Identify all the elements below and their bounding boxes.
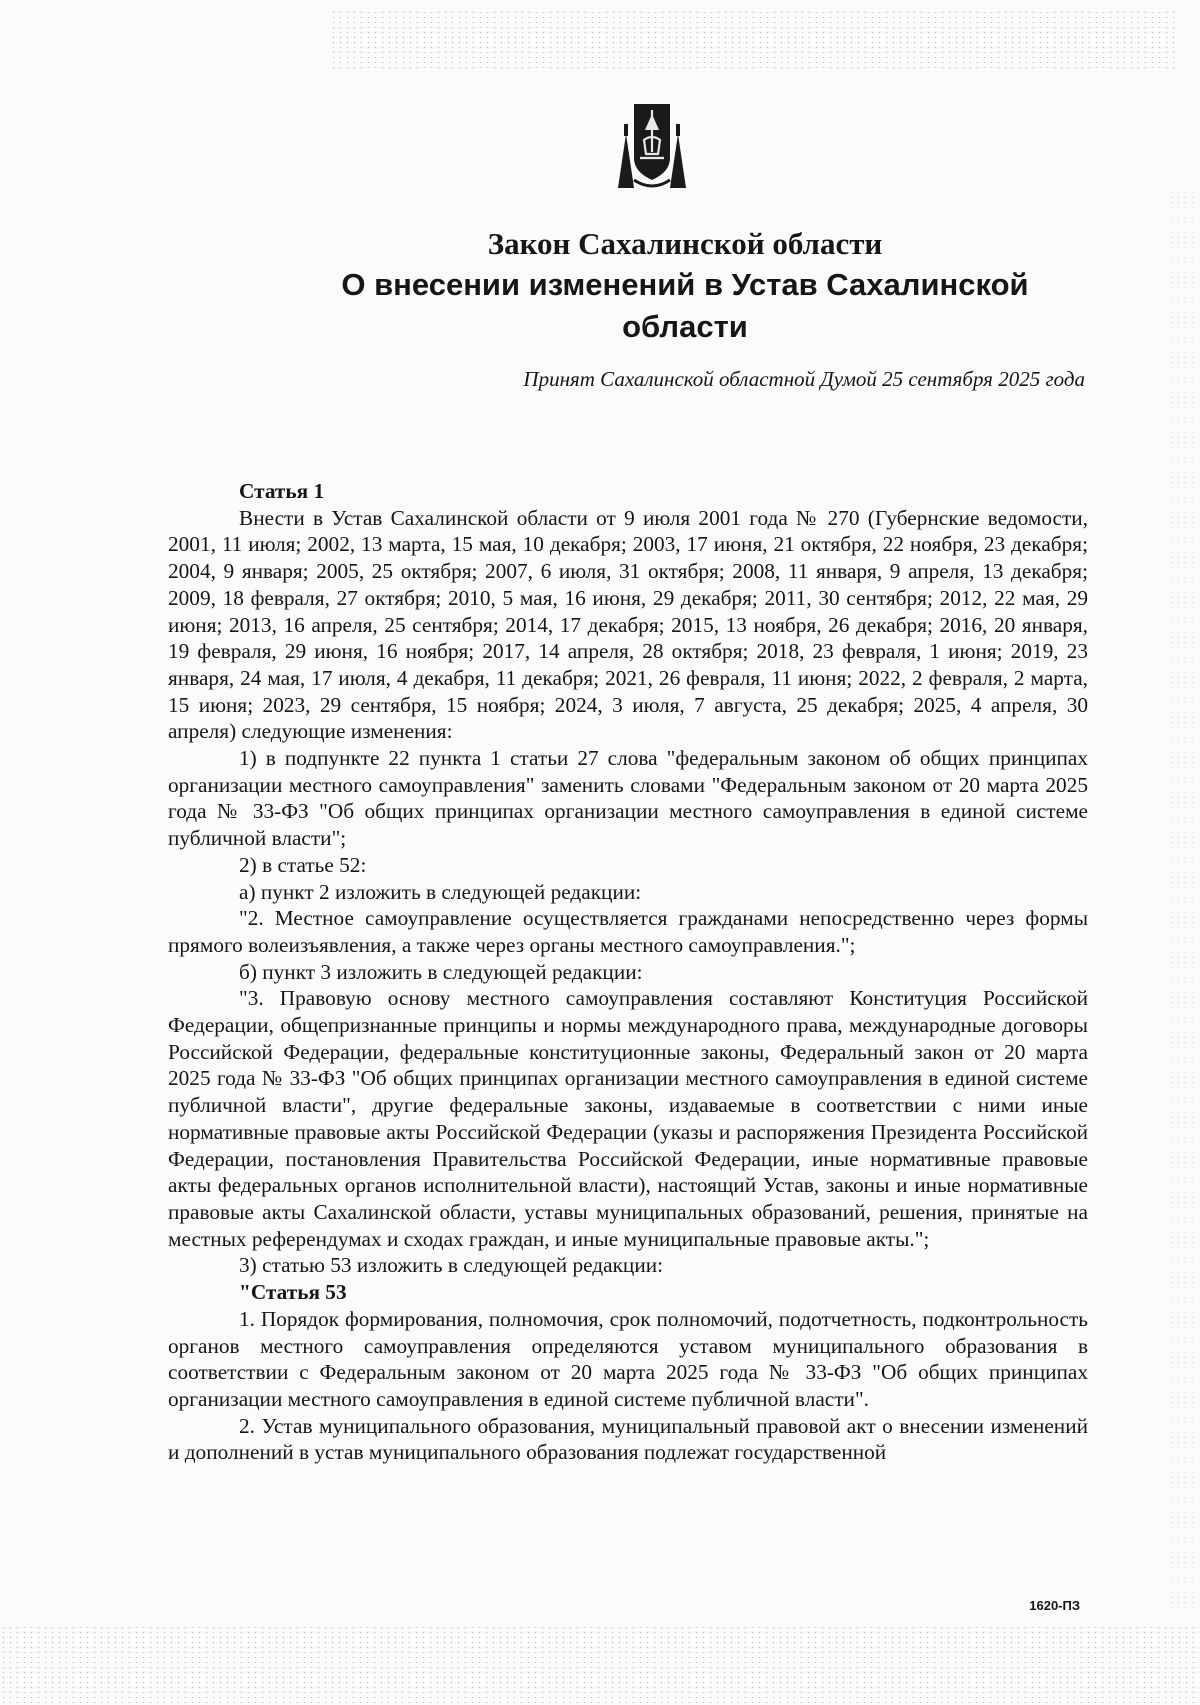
paragraph: 2. Устав муниципального образования, муниципальный правовой акт о внесении изменений и дополнений в устав муниципального образования подлежат государственной: [168, 1413, 1088, 1465]
law-title: Закон Сахалинской области: [487, 226, 883, 261]
scan-noise-right: [1168, 180, 1198, 1620]
law-subtitle-line2: области: [622, 309, 748, 344]
law-subtitle-line1: О внесении изменений в Устав Сахалинской: [341, 267, 1029, 302]
article-53-heading: "Статья 53: [239, 1280, 347, 1305]
paragraph: Внести в Устав Сахалинской области от 9 июля 2001 года № 270 (Губернские ведомости, 2001, 11 июля; 2002, 13 марта, 15 мая, 10 декабря; 2003, 17 июня, 21 октября, 22 ноября, 23 декабря; 2004, 9 января; 2005, 25 октября; 2007, 6 июля, 31 октября; 2008, 11 января, 9 апреля, 13 декабря; 2009, 18 февраля, 27 октября; 2010, 5 мая, 16 июня, 29 декабря; 2011, 30 сентября; 2012, 22 мая, 29 июня; 2013, 16 апреля, 25 сентября; 2014, 17 декабря; 2015, 13 ноября, 26 декабря; 2016, 20 января, 19 февраля, 29 июня, 16 ноября; 2017, 14 апреля, 28 октября; 2018, 23 февраля, 1 июня; 2019, 23 января, 24 мая, 17 июля, 4 декабря, 11 декабря; 2021, 26 февраля, 11 июня; 2022, 2 февраля, 2 марта, 15 июня; 2023, 29 сентября, 15 ноября; 2024, 3 июля, 7 августа, 25 декабря; 2025, 4 апреля, 30 апреля) следующие изменения:: [168, 505, 1088, 744]
paragraph: "3. Правовую основу местного самоуправления составляют Конституция Российской Федерации, общепризнанные принципы и нормы международного права, международные договоры Российской Федерации, федеральные конституционные законы, Федеральный закон от 20 марта 2025 года № 33-ФЗ "Об общих принципах организации местного самоуправления в единой системе публичной власти", другие федеральные законы, издаваемые в соответствии с ними иные нормативные правовые акты Российской Федерации (указы и распоряжения Президента Российской Федерации, постановления Правительства Российской Федерации, иные нормативные правовые акты федеральных органов исполнительной власти), настоящий Устав, законы и иные нормативные правовые акты Сахалинской области, уставы муниципальных образований, решения, принятые на местных референдумах и сходах граждан, и иные муниципальные правовые акты.";: [168, 986, 1088, 1251]
paragraph: "2. Местное самоуправление осуществляется гражданами непосредственно через формы прямого волеизъявления, а также через органы местного самоуправления.";: [168, 906, 1088, 957]
scan-noise-bottom: [0, 1625, 1200, 1705]
paragraph: 2) в статье 52:: [239, 852, 367, 877]
paragraph: а) пункт 2 изложить в следующей редакции:: [239, 879, 642, 904]
paragraph: 3) статью 53 изложить в следующей редакции:: [239, 1253, 664, 1278]
scan-noise-top: [330, 10, 1180, 70]
adoption-note: Принят Сахалинской областной Думой 25 сентября 2025 года: [523, 367, 1085, 391]
coat-of-arms-emblem: [612, 100, 692, 195]
paragraph: 1) в подпункте 22 пункта 1 статьи 27 слова "федеральным законом об общих принципах организации местного самоуправления" заменить словами "Федеральным законом от 20 марта 2025 года № 33-ФЗ "Об общих принципах организации местного самоуправления в единой системе публичной власти";: [168, 746, 1088, 851]
article-heading: Статья 1: [239, 479, 325, 503]
law-body: [168, 478, 1088, 1466]
title-block: [170, 225, 1200, 347]
paragraph: б) пункт 3 изложить в следующей редакции:: [239, 959, 643, 984]
document-code: 1620-ПЗ: [1029, 1598, 1080, 1613]
paragraph: 1. Порядок формирования, полномочия, срок полномочий, подотчетность, подконтрольность органов местного самоуправления определяются уставом муниципального образования в соответствии с Федеральным законом от 20 марта 2025 года № 33-ФЗ "Об общих принципах организации местного самоуправления в единой системе публичной власти".: [168, 1306, 1088, 1411]
